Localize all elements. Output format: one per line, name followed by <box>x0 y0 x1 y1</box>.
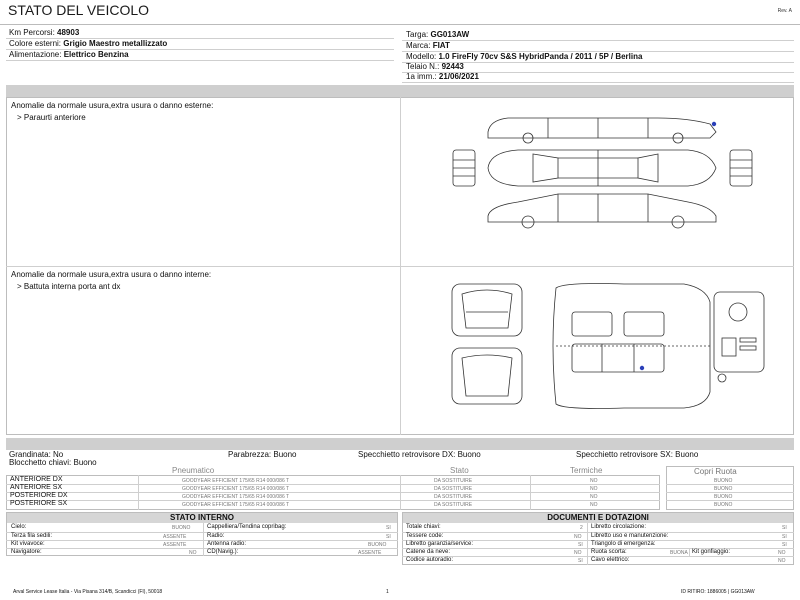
car-side-view-bottom <box>488 194 716 228</box>
libretto-garanzia-field: Libretto garanzia/service: <box>406 541 474 547</box>
footer-page-number: 1 <box>386 589 389 595</box>
revision-label: Rev. A <box>777 8 792 14</box>
car-rear-view <box>730 150 752 186</box>
internal-damage-title: Anomalie da normale usura,extra usura o danno interne: <box>11 270 212 279</box>
targa-field: Targa: GG013AW <box>406 30 470 39</box>
interior-damage-marker <box>640 366 644 370</box>
triangolo-field: Triangolo di emergenza: <box>591 541 656 547</box>
stato-header: Stato <box>450 466 469 475</box>
catene-field: Catene da neve: <box>406 549 451 555</box>
header-divider <box>0 24 800 25</box>
antenna-radio-field: Antenna radio: <box>207 541 247 547</box>
copri-ruota-header: Copri Ruota <box>694 467 737 476</box>
blocchetto-text: Blocchetto chiavi: Buono <box>9 458 97 467</box>
cappelliera-field: Cappelliera/Tendina copribag: <box>207 524 287 530</box>
alimentazione-field: Alimentazione: Elettrico Benzina <box>9 50 129 59</box>
page-title: STATO DEL VEICOLO <box>8 2 150 18</box>
interior-seat-front <box>452 284 522 336</box>
stato-interno-title: STATO INTERNO <box>7 513 397 523</box>
parabrezza-text: Parabrezza: Buono <box>228 450 297 459</box>
external-damage-item: > Paraurti anteriore <box>17 113 86 122</box>
documenti-title: DOCUMENTI E DOTAZIONI <box>403 513 793 523</box>
ruota-scorta-field: Ruota scorta: <box>591 549 627 555</box>
external-damage-title: Anomalie da normale usura,extra usura o danno esterne: <box>11 101 214 110</box>
car-exterior-diagram <box>448 112 760 236</box>
prima-immatricolazione-field: 1a imm.: 21/06/2021 <box>406 72 479 81</box>
cielo-field: Cielo: <box>11 524 27 530</box>
damage-marker <box>712 122 716 126</box>
grandinata-text: Grandinata: No <box>9 450 64 459</box>
car-interior-diagram <box>444 282 774 410</box>
telaio-field: Telaio N.: 92443 <box>406 62 464 71</box>
car-top-view <box>488 150 716 186</box>
colore-field: Colore esterni: Grigio Maestro metallizzato <box>9 39 168 48</box>
radio-field: Radio: <box>207 533 225 539</box>
navigatore-field: Navigatore: <box>11 549 42 555</box>
modello-field: Modello: 1.0 FireFly 70cv S&S HybridPanda / 2011 / 5P / Berlina <box>406 52 643 61</box>
cd-navig-field: CD(Navig.): <box>207 549 239 555</box>
car-front-view <box>453 150 475 186</box>
section-band <box>6 85 794 97</box>
interior-dashboard-side <box>714 292 764 382</box>
specchietto-dx-text: Specchietto retrovisore DX: Buono <box>358 450 481 459</box>
conditions-band <box>6 438 794 450</box>
termiche-header: Termiche <box>570 466 603 475</box>
pneumatico-header: Pneumatico <box>172 466 215 475</box>
internal-damage-item: > Battuta interna porta ant dx <box>17 282 121 291</box>
marca-field: Marca: FIAT <box>406 41 450 50</box>
footer-company: Arval Service Lease Italia - Via Pisana 314/B, Scandicci (FI), 50018 <box>13 589 163 595</box>
km-field: Km Percorsi: 48903 <box>9 28 80 37</box>
footer-ritiro-id: ID RITIRO: 1886005 | GG013AW <box>681 589 755 595</box>
kit-gonfiaggio-field: Kit gonfiaggio: <box>692 549 731 555</box>
car-side-view-top <box>488 118 716 143</box>
totale-chiavi-field: Totale chiavi: <box>406 524 441 530</box>
interior-seat-rear <box>452 348 522 404</box>
terza-fila-field: Terza fila sedili: <box>11 533 53 539</box>
interior-cabin-top <box>553 284 710 409</box>
libretto-uso-field: Libretto uso e manutenzione: <box>591 533 669 539</box>
tessere-code-field: Tessere code: <box>406 533 444 539</box>
specchietto-sx-text: Specchietto retrovisore SX: Buono <box>576 450 699 459</box>
libretto-circolazione-field: Libretto circolazione: <box>591 524 647 530</box>
codice-autoradio-field: Codice autoradio: <box>406 557 454 563</box>
cavo-elettrico-field: Cavo elettrico: <box>591 557 630 563</box>
kit-vivavoce-field: Kit vivavoce: <box>11 541 45 547</box>
